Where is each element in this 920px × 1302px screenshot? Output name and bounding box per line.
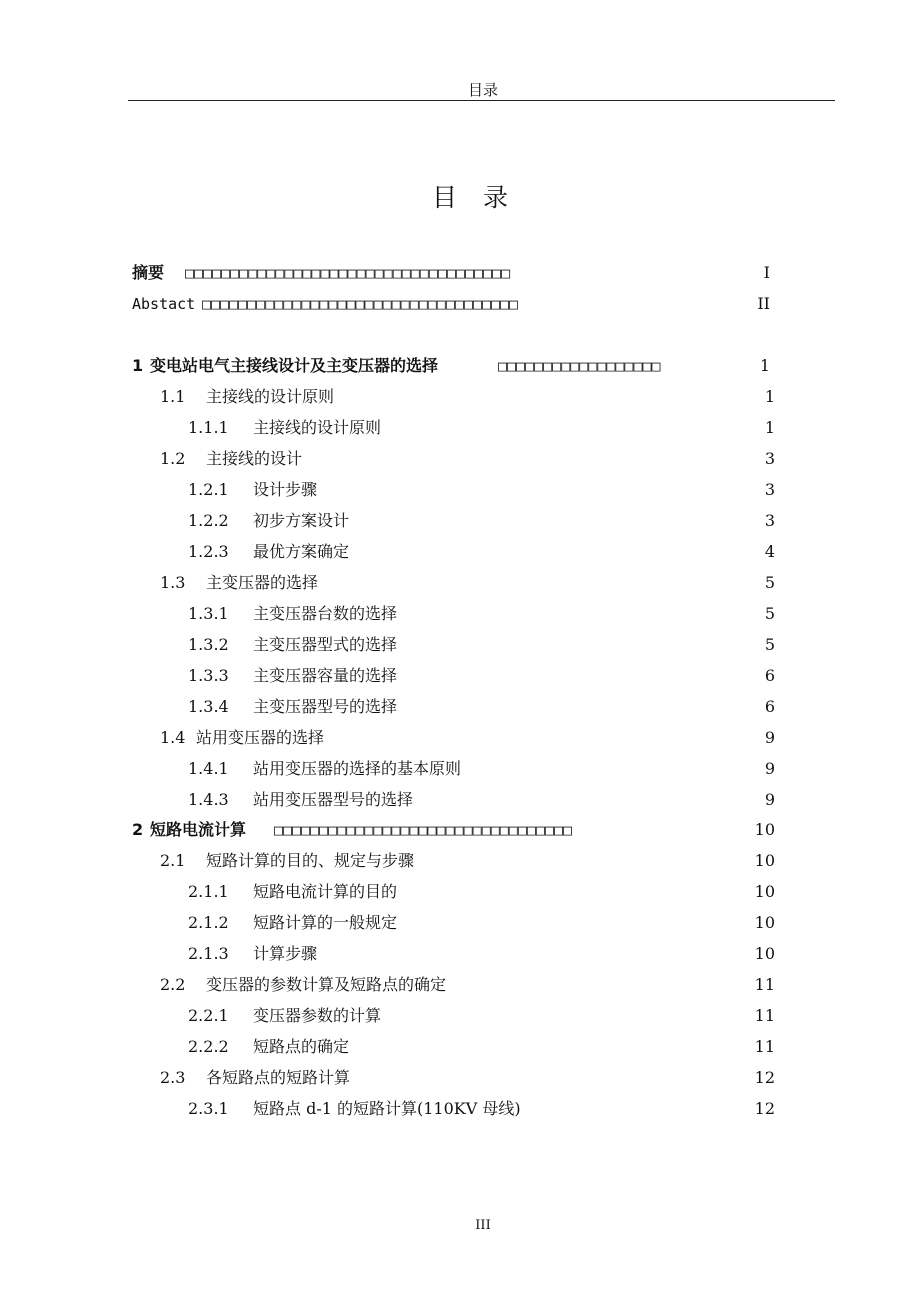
- toc-dot-leader: □□□□□□□□□□□□□□□□□□□□□□□□□□□□□□□□□□□□: [185, 264, 511, 282]
- toc-section[interactable]: [0, 447, 920, 471]
- toc-entry-page: 1: [764, 418, 775, 437]
- toc-section[interactable]: [0, 849, 920, 873]
- toc-dot-leader: □□□□□□□□□□□□□□□□□□□□□□□□□□□□□□□□□□□: [202, 295, 519, 313]
- toc-entry-label: 主变压器台数的选择: [253, 604, 398, 623]
- toc-entry-label: 短路点的确定: [253, 1037, 350, 1056]
- toc-entry-label: 变压器的参数计算及短路点的确定: [206, 975, 447, 994]
- toc-subsection[interactable]: [0, 1035, 920, 1059]
- toc-entry-page: 5: [764, 573, 775, 592]
- page-number: III: [475, 1218, 491, 1233]
- toc-dot-leader: □□□□□□□□□□□□□□□□□□: [498, 357, 661, 375]
- toc-entry-label: 主变压器容量的选择: [253, 666, 398, 685]
- toc-entry-label: Abstact: [132, 295, 196, 313]
- toc-entry-label: 短路计算的目的、规定与步骤: [206, 851, 415, 870]
- toc-subsection[interactable]: [0, 1004, 920, 1028]
- toc-entry-page: 11: [754, 1006, 775, 1025]
- toc-entry-number: 2.1.3: [188, 944, 229, 963]
- toc-entry-label: 主接线的设计原则: [206, 387, 335, 406]
- toc-entry-number: 2.3.1: [188, 1099, 229, 1118]
- toc-entry-number: 1.2.2: [188, 511, 229, 530]
- toc-entry-number: 1.3.4: [188, 697, 229, 716]
- toc-entry-page: 10: [754, 820, 775, 839]
- toc-entry-label: 短路电流计算: [150, 820, 247, 839]
- toc-subsection[interactable]: [0, 911, 920, 935]
- toc-entry-page: 11: [754, 1037, 775, 1056]
- page-title: 目录: [431, 183, 534, 212]
- toc-subsection[interactable]: [0, 942, 920, 966]
- toc-entry-number: 1.2.3: [188, 542, 229, 561]
- toc-entry-page: 3: [764, 511, 775, 530]
- toc-subsection[interactable]: [0, 602, 920, 626]
- toc-entry-number: 2.3: [160, 1068, 186, 1087]
- toc-entry-number: 1.3.1: [188, 604, 229, 623]
- toc-entry-number: 1.4: [160, 728, 186, 747]
- toc-entry-number: 2: [132, 820, 144, 839]
- toc-subsection[interactable]: [0, 664, 920, 688]
- toc-section[interactable]: [0, 385, 920, 409]
- toc-entry-label: 主接线的设计: [206, 449, 303, 468]
- toc-entry-page: I: [763, 263, 770, 282]
- header-rule: [128, 100, 835, 101]
- toc-entry-number: 1.3.3: [188, 666, 229, 685]
- toc-subsection[interactable]: [0, 695, 920, 719]
- toc-entry-number: 2.1.2: [188, 913, 229, 932]
- toc-entry-label: 最优方案确定: [253, 542, 350, 561]
- toc-entry-number: 2.1.1: [188, 882, 229, 901]
- toc-entry-page: 12: [754, 1099, 775, 1118]
- toc-entry-number: 2.2.2: [188, 1037, 229, 1056]
- toc-entry-label: 站用变压器的选择: [196, 728, 325, 747]
- toc-entry-label: 站用变压器的选择的基本原则: [253, 759, 462, 778]
- toc-entry-number: 1.2.1: [188, 480, 229, 499]
- toc-entry-number: 2.1: [160, 851, 186, 870]
- toc-entry-label: 变电站电气主接线设计及主变压器的选择: [150, 356, 439, 375]
- toc-subsection[interactable]: [0, 788, 920, 812]
- toc-subsection[interactable]: [0, 633, 920, 657]
- toc-entry-page: 5: [764, 635, 775, 654]
- toc-section[interactable]: [0, 726, 920, 750]
- toc-subsection[interactable]: [0, 509, 920, 533]
- toc-entry-page: 9: [764, 728, 775, 747]
- toc-entry-label: 短路计算的一般规定: [253, 913, 398, 932]
- toc-entry-label: 初步方案设计: [253, 511, 350, 530]
- toc-entry-page: 10: [754, 851, 775, 870]
- toc-entry-label: 设计步骤: [253, 480, 318, 499]
- toc-subsection[interactable]: [0, 540, 920, 564]
- toc-entry-label: 摘要: [132, 263, 165, 282]
- toc-entry-page: 12: [754, 1068, 775, 1087]
- toc-entry-page: 10: [754, 882, 775, 901]
- toc-entry-label: 站用变压器型号的选择: [253, 790, 414, 809]
- toc-subsection[interactable]: [0, 880, 920, 904]
- toc-entry-number: 1.1.1: [188, 418, 229, 437]
- toc-entry-page: 9: [764, 759, 775, 778]
- running-header: 目录: [467, 81, 498, 99]
- toc-entry-label: 变压器参数的计算: [253, 1006, 382, 1025]
- toc-entry-label: 主变压器的选择: [206, 573, 319, 592]
- toc-entry-number: 1.2: [160, 449, 186, 468]
- toc-entry-number: 1: [132, 356, 144, 375]
- toc-dot-leader: □□□□□□□□□□□□□□□□□□□□□□□□□□□□□□□□□: [274, 821, 573, 839]
- toc-entry-page: II: [757, 294, 770, 313]
- toc-entry-number: 1.4.1: [188, 759, 229, 778]
- toc-entry-label: 主变压器型号的选择: [253, 697, 398, 716]
- toc-entry-page: 5: [764, 604, 775, 623]
- toc-subsection[interactable]: [0, 1097, 920, 1121]
- toc-entry-number: 1.4.3: [188, 790, 229, 809]
- toc-entry-number: 1.3.2: [188, 635, 229, 654]
- toc-entry-page: 10: [754, 944, 775, 963]
- toc-entry-page: 6: [764, 697, 775, 716]
- toc-entry-number: 1.3: [160, 573, 186, 592]
- toc-entry-number: 2.2.1: [188, 1006, 229, 1025]
- toc-entry-label: 主变压器型式的选择: [253, 635, 398, 654]
- toc-subsection[interactable]: [0, 416, 920, 440]
- toc-entry-label: 计算步骤: [253, 944, 318, 963]
- toc-entry-page: 4: [764, 542, 775, 561]
- toc-entry-label: 短路点 d-1 的短路计算(110KV 母线): [253, 1099, 521, 1118]
- toc-subsection[interactable]: [0, 478, 920, 502]
- toc-section[interactable]: [0, 571, 920, 595]
- toc-entry-abstract-en[interactable]: [0, 292, 920, 316]
- toc-entry-number: 1.1: [160, 387, 186, 406]
- toc-chapter-1[interactable]: [0, 354, 920, 378]
- toc-entry-number: 2.2: [160, 975, 186, 994]
- toc-entry-abstract-zh[interactable]: [0, 261, 920, 285]
- toc-entry-page: 9: [764, 790, 775, 809]
- toc-chapter-2[interactable]: [0, 818, 920, 842]
- toc-entry-label: 短路电流计算的目的: [253, 882, 398, 901]
- toc-entry-page: 3: [764, 449, 775, 468]
- toc-section[interactable]: [0, 973, 920, 997]
- toc-entry-page: 1: [764, 387, 775, 406]
- toc-entry-page: 10: [754, 913, 775, 932]
- toc-entry-page: 3: [764, 480, 775, 499]
- toc-entry-page: 1: [759, 356, 770, 375]
- toc-section[interactable]: [0, 1066, 920, 1090]
- toc-entry-page: 6: [764, 666, 775, 685]
- toc-entry-label: 各短路点的短路计算: [206, 1068, 351, 1087]
- toc-entry-page: 11: [754, 975, 775, 994]
- toc-subsection[interactable]: [0, 757, 920, 781]
- toc-entry-label: 主接线的设计原则: [253, 418, 382, 437]
